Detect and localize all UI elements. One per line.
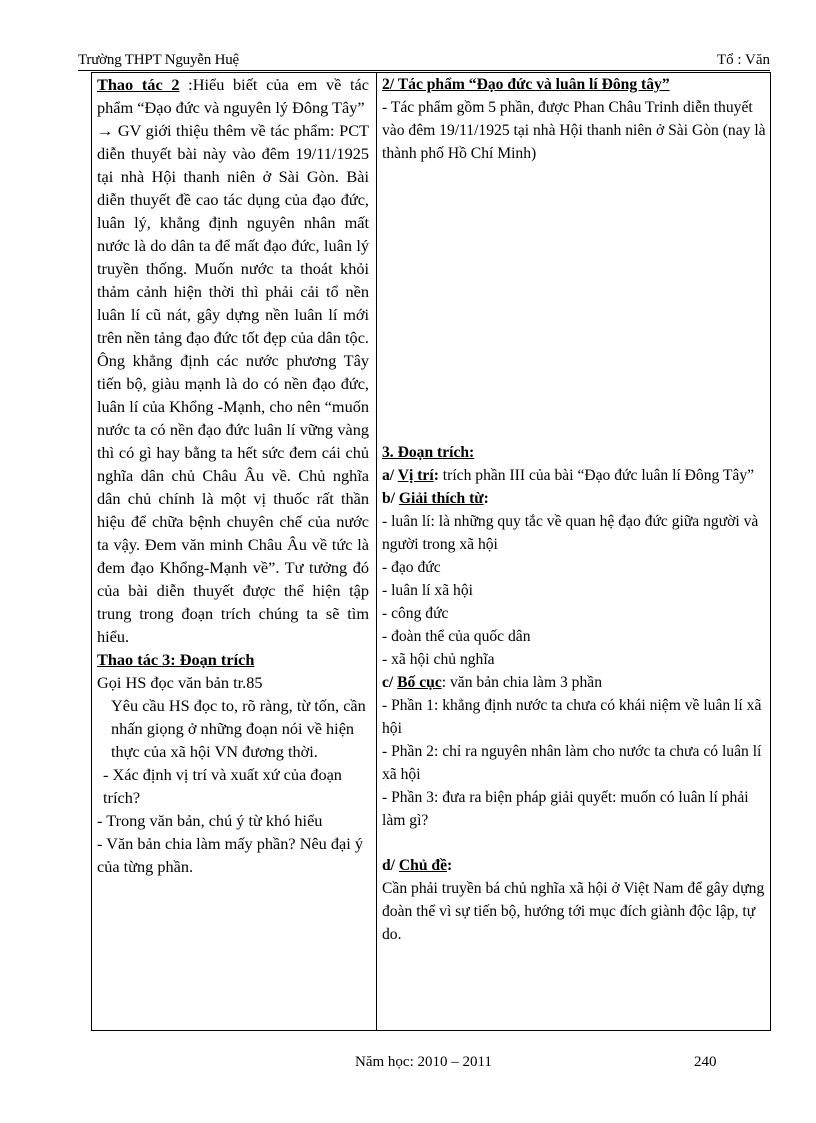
activity-3-step-read: Gọi HS đọc văn bản tr.85 <box>97 673 263 692</box>
layout-text: : văn bản chia làm 3 phần <box>441 674 602 691</box>
theme-heading: d/ Chủ đề: <box>382 857 453 874</box>
vocabulary-key: Giải thích từ <box>398 490 484 507</box>
section-2-title: 2/ Tác phẩm “Đạo đức và luân lí Đông tây” <box>382 76 670 93</box>
section-3-title: 3. Đoạn trích: <box>382 444 475 461</box>
spacer <box>382 832 766 854</box>
layout-heading: c/ Bố cục: văn bản chia làm 3 phần <box>382 674 602 691</box>
teacher-introduction: → GV giới thiệu thêm về tác phẩm: PCT diễn thuyết bài này vào đêm 19/11/1925 tại nhà Hội thanh niên ở Sài Gòn. Bài diễn thuyết đề cao tác dụng của đạo đức, luân lý, khẳng định nguyên nhân mất nước là do dân ta để mất đạo đức, luân lý truyền thống. Muốn nước ta thoát khỏi thảm cảnh hiện thời thì phải cải tổ nền luân lí cũ nát, gây dựng nền luân lí mới trên nền tảng đạo đức tốt đẹp của dân tộc. Ông khẳng định các nước phương Tây tiến bộ, giàu mạnh là do có nền đạo đức, luân lí của Khổng -Mạnh, cho nên “muốn nước ta có nền đạo đức luân lí vững vàng thì có gì hay bằng ta hết sức đem cái chủ nghĩa dân chủ Châu Âu về. Chủ nghĩa dân chủ chính là một vị thuốc rất thần hiệu để chữa bệnh chuyên chế của nước ta vậy. Đem văn minh Châu Âu về tức là đem đạo Khổng-Mạnh về”. Tư tưởng đó của bài diễn thuyết được thể hiện tập trung trong đoạn trích chúng ta sẽ tìm hiểu. <box>97 121 369 646</box>
activity-3-step-layout: - Văn bản chia làm mấy phần? Nêu đại ý của từng phần. <box>97 834 363 876</box>
vocabulary-item: - công đức <box>382 605 449 622</box>
vocabulary-item: - đoàn thể của quốc dân <box>382 628 531 645</box>
department-name: Tổ : Văn <box>716 52 770 68</box>
vocabulary-item: - luân lí xã hội <box>382 582 473 599</box>
vocabulary-item: - luân lí: là những quy tắc về quan hệ đạo đức giữa người và người trong xã hội <box>382 513 759 553</box>
layout-key: Bố cục <box>397 674 442 691</box>
layout-item: - Phần 2: chỉ ra nguyên nhân làm cho nước ta chưa có luân lí xã hội <box>382 743 762 783</box>
position-item: a/ Vị trí: trích phần III của bài “Đạo đức luân lí Đông Tây” <box>382 467 755 484</box>
layout-item: - Phần 1: khẳng định nước ta chưa có khái niệm về luân lí xã hội <box>382 697 762 737</box>
vocabulary-item: - xã hội chủ nghĩa <box>382 651 495 668</box>
vocabulary-heading: b/ Giải thích từ: <box>382 490 489 507</box>
section-2-body: - Tác phẩm gồm 5 phần, được Phan Châu Trinh diễn thuyết vào đêm 19/11/1925 tại nhà Hội thanh niên ở Sài Gòn (nay là thành phố Hồ Chí Minh) <box>382 99 766 162</box>
school-year: Năm học: 2010 – 2011 <box>355 1054 492 1070</box>
activity-3-step-reading-guide: Yêu cầu HS đọc to, rõ ràng, từ tốn, cần nhấn giọng ở những đoạn nói về hiện thực của xã hội VN đương thời. <box>111 696 366 761</box>
teacher-activity-column <box>97 73 369 878</box>
vocabulary-item: - đạo đức <box>382 559 441 576</box>
content-column <box>382 73 766 946</box>
activity-2 <box>97 73 369 119</box>
header-rule <box>78 70 770 71</box>
layout-item: - Phần 3: đưa ra biện pháp giải quyết: muốn có luân lí phải làm gì? <box>382 789 749 829</box>
page-number: 240 <box>694 1054 717 1070</box>
activity-2-title: Thao tác 2 <box>97 75 180 94</box>
activity-3-step-position: - Xác định vị trí và xuất xứ của đoạn trích? <box>103 765 342 807</box>
activity-3-step-words: - Trong văn bản, chú ý từ khó hiểu <box>97 811 323 830</box>
column-divider <box>376 73 377 1030</box>
theme-key: Chủ đề <box>398 857 448 874</box>
school-name: Trường THPT Nguyễn Huệ <box>78 52 239 68</box>
lesson-table <box>91 72 771 1031</box>
activity-2-question: :Hiểu biết của em về tác phẩm “Đạo đức và nguyên lý Đông Tây” <box>97 75 370 117</box>
theme-text: Cần phải truyền bá chủ nghĩa xã hội ở Việt Nam để gây dựng đoàn thể vì sự tiến bộ, hướng tới mục đích giành độc lập, tự do. <box>382 880 765 943</box>
page-header <box>78 52 770 69</box>
activity-3-title: Thao tác 3: Đoạn trích <box>97 650 255 669</box>
spacer <box>382 165 766 441</box>
position-key: Vị trí <box>397 467 434 484</box>
position-text: trích phần III của bài “Đạo đức luân lí Đông Tây” <box>438 467 755 484</box>
